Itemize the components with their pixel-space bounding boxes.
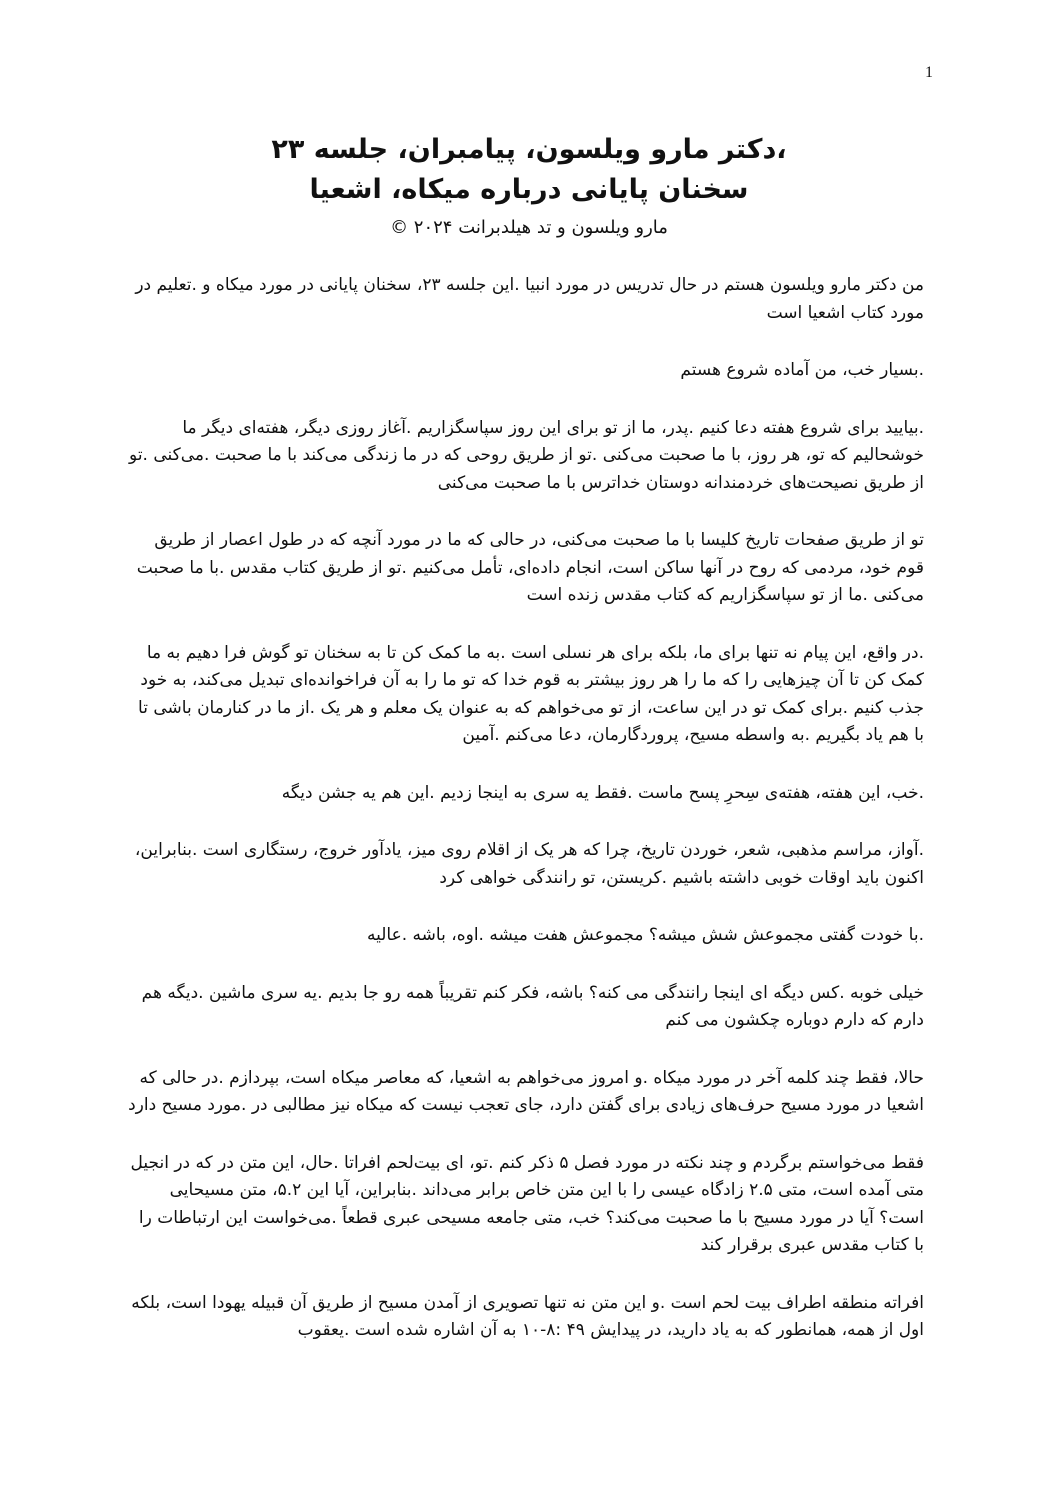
page-number: 1 [925,64,933,81]
document-body [128,272,924,1345]
paragraph: تو از طریق صفحات تاریخ کلیسا با ما صحبت می‌کنی، در حالی که ما در مورد آنچه که در طول اعصار از طریق قوم خود، مردمی که روح در آنها ساکن است، انجام داده‌ای، تأمل می‌کنیم .تو از طریق کتاب مقدس .با ما صحبت می‌کنی .ما از تو سپاسگزاریم که کتاب مقدس زنده است [136,530,924,605]
paragraph: من دکتر مارو ویلسون هستم در حال تدریس در مورد انبیا .این جلسه ۲۳، سخنان پایانی در مورد میکاه و .تعلیم در مورد کتاب اشعیا است [135,275,924,323]
document-title-line-2: سخنان پایانی درباره میکاه، اشعیا [309,174,749,205]
paragraph: .آواز، مراسم مذهبی، شعر، خوردن تاریخ، چرا که هر یک از اقلام روی میز، یادآور خروج، رستگاری است .بنابراین، اکنون باید اوقات خوبی داشته باشیم .کریستن، تو رانندگی خواهی کرد [134,840,924,888]
document-header [100,130,958,244]
paragraph: حالا، فقط چند کلمه آخر در مورد میکاه .و امروز می‌خواهم به اشعیا، که معاصر میکاه است، بپردازم .در حالی که اشعیا در مورد مسیح حرف‌های زیادی برای گفتن دارد، جای تعجب نیست که میکاه نیز مطالبی در .مورد مسیح دارد [128,1067,924,1115]
copyright-credit: مارو ویلسون و تد هیلدبرانت ۲۰۲۴ © [390,217,668,238]
paragraph: .با خودت گفتی مجموعش شش میشه؟ مجموعش هفت میشه .اوه، باشه .عالیه [366,925,924,945]
paragraph: .بسیار خب، من آماده شروع هستم [680,360,924,380]
paragraph: .خب، این هفته، هفته‌ی سِحرِ پسح ماست .فقط یه سری به اینجا زدیم .این هم یه جشن دیگه [281,782,924,803]
paragraph: .در واقع، این پیام نه تنها برای ما، بلکه برای هر نسلی است .به ما کمک کن تا به سخنان تو گوش فرا دهیم به ما کمک کن تا آن چیزهایی را که ما را هر روز بیشتر به قوم خدا که تو ما را به آن فراخوانده‌ای تبدیل می‌کند، به خود جذب کنیم .برای کمک تو در این ساعت، از تو می‌خواهم که به عنوان یک معلم و هر یک .از ما در کنارمان باشی تا با هم یاد بگیریم .به واسطه مسیح، پروردگارمان، دعا می‌کنم .آمین [138,642,924,745]
paragraph: خیلی خوبه .کس دیگه ای اینجا رانندگی می کنه؟ باشه، فکر کنم تقریباً همه رو جا بدیم .یه سری ماشین .دیگه هم دارم که دارم دوباره چکشون می کنم [141,982,924,1030]
paragraph: .بیایید برای شروع هفته دعا کنیم .پدر، ما از تو برای این روز سپاسگزاریم .آغاز روزی دیگر، هفته‌ای دیگر ما خوشحالیم که تو، هر روز، با ما صحبت می‌کنی .تو از طریق روحی که در ما زندگی می‌کند با ما صحبت .می‌کنی .تو از طریق نصیحت‌های خردمندانه دوستان خداترس با ما صحبت می‌کنی [129,417,924,493]
paragraph: افراته منطقه اطراف بیت لحم است .و این متن نه تنها تصویری از آمدن مسیح از طریق آن قبیله یهودا است، بلکه اول از همه، همانطور که به یاد دارید، در پیدایش ۴۹ :۸-۱۰ به آن اشاره شده است .یعقوب [131,1292,924,1340]
paragraph: فقط می‌خواستم برگردم و چند نکته در مورد فصل ۵ ذکر کنم .تو، ای بیت‌لحم افراتا .حال، این متن در که در انجیل متی آمده است، متی ۲.۵ زادگاه عیسی را با این متن خاص برابر می‌داند .بنابراین، آیا این ۵.۲، متن مسیحایی است؟ آیا در مورد مسیح با ما صحبت می‌کند؟ خب، متی جامعه مسیحی عبری قطعاً .می‌خواست این ارتباطات را با کتاب مقدس عبری برقرار کند [130,1152,924,1255]
document-title-line-1: ،دکتر مارو ویلسون، پیامبران، جلسه ۲۳ [271,134,787,165]
